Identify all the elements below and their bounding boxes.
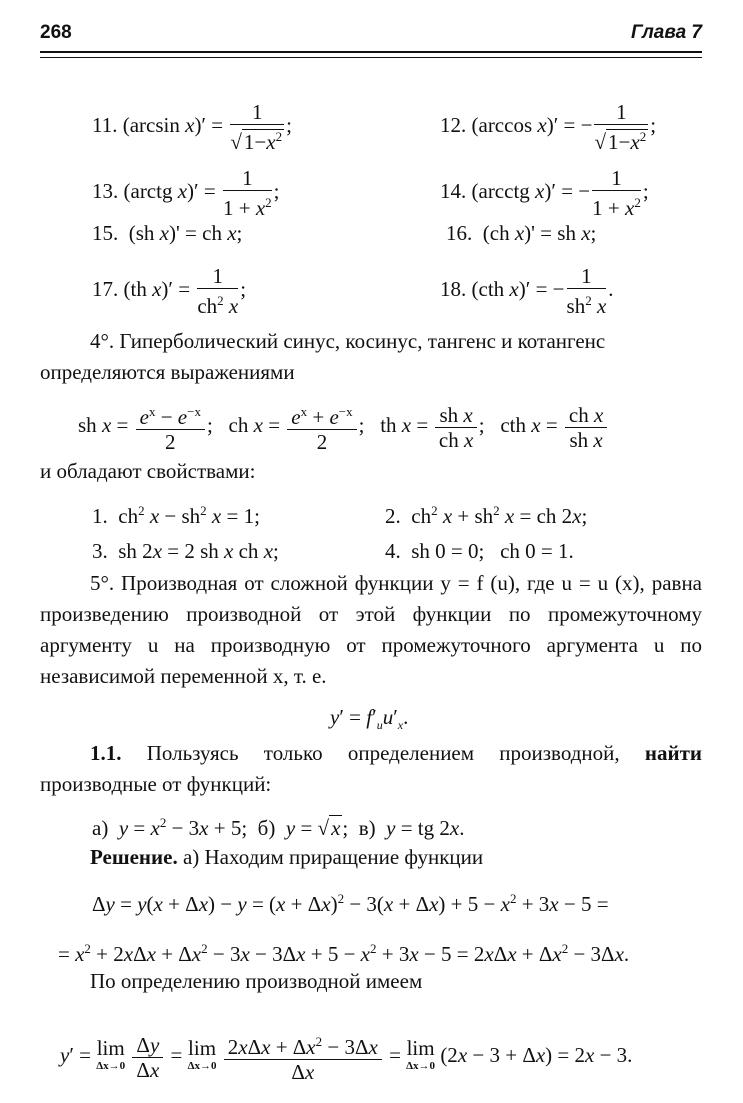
property-3: 3. sh 2x = 2 sh x ch x; xyxy=(92,539,279,563)
properties-intro: и обладают свойствами: xyxy=(40,459,256,483)
section-4-intro: 4°. Гиперболический синус, косинус, тангенс и котангенс определяются выражениями xyxy=(40,329,606,384)
by-definition: По определению производной имеем xyxy=(90,969,423,993)
increment-line-2: = $x^2 + 2x\Delta x + \Delta x^2 - 3x - 3\Delta x + 5 - x^2 + 3x - 5 = 2x\Delta x + \Delta x^2 - 3\Delta x$. xyxy=(58,941,630,966)
formula-11: 11. (arcsin x)′ = $\frac{1}{√1-x^2}$ ; xyxy=(92,100,292,154)
chain-rule-formula: $y' = f'_uu'_x$. xyxy=(330,705,409,733)
problem-1-1: 1.1. Пользуясь только определением производной, найти производные от функций: xyxy=(40,741,702,796)
formula-14: 14. (arcctg x)′ = − $\frac{1}{1 + x^2}$ ; xyxy=(440,166,649,220)
section-5-text: 5°. Производная от сложной функции y = f (u), где u = u (x), равна произведению производной от этой функции по промежуточному аргументу u на производную от промежуточного аргумента u по независимой переменной x, т. е. xyxy=(40,571,702,688)
derivative-limit: y′ = lim Δx→0 $\frac{\Delta y}{\Delta x}$ = lim Δx→0 $\frac{2x\Delta x + \Delta x^2 - 3\Delta x}{\Delta x}$ = lim Δx→0 (2x − 3 + Δx) = 2x − 3. xyxy=(60,1030,632,1084)
formula-15: 15. (sh x)' = ch x; xyxy=(92,221,243,245)
increment-line-1: $\Delta y = y(x + \Delta x) - y = (x + \Delta x)^2 - 3(x + \Delta x) + 5 - x^2 + 3x - 5$ = xyxy=(92,891,609,916)
property-4: 4. sh 0 = 0; ch 0 = 1. xyxy=(385,539,574,563)
formula-12: 12. (arccos x)′ = − $\frac{1}{√1-x^2}$ ; xyxy=(440,100,657,154)
solution-intro: Решение. а) Находим приращение функции xyxy=(90,845,484,869)
formula-13: 13. (arctg x)′ = $\frac{1}{1 + x^2}$ ; xyxy=(92,166,280,220)
hyperbolic-definitions: sh x = $\frac{e^x - e^{-x}}{2}$ ; ch x = $\frac{e^x + e^{-x}}{2}$ ; th x = $\frac{\text{sh x}}{\text{ch x}}$ ; cth x = $\frac{\text{ch x}}{\text{sh x}}$ xyxy=(78,400,609,454)
page-header xyxy=(40,14,702,52)
formula-17: 17. (th x)′ = $\frac{1}{ch^2 x}$ ; xyxy=(92,264,247,318)
page-number: 268 xyxy=(40,22,72,43)
property-2: 2. $ch^2$ $x + sh^2$ x = ch 2x; xyxy=(385,503,588,528)
property-1: 1. $ch^2$ $x - sh^2$ x = 1; xyxy=(92,503,260,528)
chapter-title: Глава 7 xyxy=(631,22,702,43)
header-rule-thin xyxy=(40,57,702,58)
formula-18: 18. (cth x)′ = − $\frac{1}{sh^2 x}$ . xyxy=(440,264,614,318)
problem-functions: а) $y = x^2 - 3x + 5$; б) y = √x; в) y = tg 2x. xyxy=(92,815,465,840)
formula-16: 16. (ch x)' = sh x; xyxy=(446,221,597,245)
header-rule xyxy=(40,51,702,53)
